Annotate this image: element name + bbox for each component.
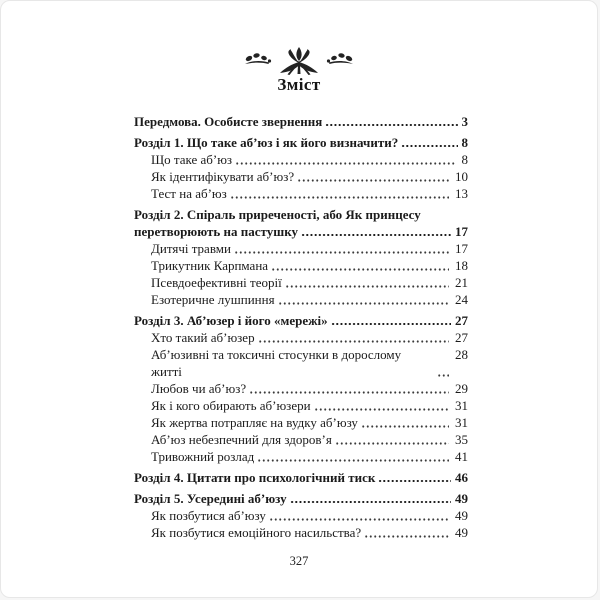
toc-entry-label: Тривожний розлад [151,449,255,464]
toc-entry-label: Хто такий аб’юзер [151,330,255,345]
toc-entry-page-number: 46 [455,470,468,485]
toc-entry-page-number: 41 [455,449,468,464]
toc-entry-label: Як і кого обирають аб’юзери [151,398,311,413]
page-title: Зміст [277,75,321,94]
toc-entry [134,185,468,202]
toc-entry-line [151,448,468,465]
dot-leader [234,240,449,257]
dot-leader [325,113,457,130]
toc-entry-page-number: 24 [455,292,468,307]
toc-entry [134,346,468,380]
dot-leader [249,380,449,397]
toc-entry-page-number: 17 [455,224,468,239]
toc-entry [134,291,468,308]
toc-entry-label: Тест на аб’юз [151,186,227,201]
toc-entry-page-number: 13 [455,186,468,201]
dot-leader [235,151,455,168]
toc-entry-line [151,185,468,202]
dot-leader [437,346,449,380]
dot-leader [378,469,451,486]
dot-leader [285,274,449,291]
toc-entry-label: Аб’юзивні та токсичні стосунки в дорослому житті [151,347,402,379]
toc-entry [134,380,468,397]
toc-entry-page-number: 31 [455,415,468,430]
toc-entry-label: Любов чи аб’юз? [151,381,247,396]
toc-entry-page-number: 8 [461,135,468,150]
toc-entry-label: Розділ 3. Аб’юзер і його «мережі» [134,313,328,328]
toc-entry-label: Трикутник Карпмана [151,258,269,273]
toc-entry [134,397,468,414]
dot-leader [331,312,451,329]
toc-entry-line [151,274,468,291]
toc-entry-label: Псевдоефективні теорії [151,275,282,290]
dot-leader [297,168,449,185]
dot-leader [301,223,451,240]
toc-entry [134,206,468,240]
toc-entry-label: Езотеричне лушпиння [151,292,275,307]
toc-entry-page-number: 21 [455,275,468,290]
dot-leader [230,185,449,202]
toc-entry-line [134,223,468,240]
toc-entry-page-number: 8 [461,152,468,167]
dot-leader [258,329,449,346]
toc-entry-label: Як позбутися емоційного насильства? [151,525,362,540]
toc-entry-page-number: 28 [455,347,468,362]
toc-entry-line [151,291,468,308]
toc-entry [134,113,468,130]
toc-entry [134,257,468,274]
toc-entry-label: Розділ 5. Усередині аб’юзу [134,491,287,506]
toc-entry-line [134,312,468,329]
table-of-contents [134,113,468,541]
toc-entry-line [151,380,468,397]
toc-entry-page-number: 49 [455,525,468,540]
toc-entry-line [151,240,468,257]
toc-entry [134,448,468,465]
toc-entry-page-number: 31 [455,398,468,413]
dot-leader [335,431,449,448]
toc-entry [134,431,468,448]
toc-entry-label: Як жертва потрапляє на вудку аб’юзу [151,415,358,430]
toc-entry-line [151,346,468,380]
toc-entry-line [134,134,468,151]
toc-entry-page-number: 27 [455,330,468,345]
toc-entry-label: Передмова. Особисте звернення [134,114,323,129]
toc-entry-line [151,151,468,168]
toc-entry-label: перетворюють на пастушку [134,224,299,239]
toc-entry-page-number: 49 [455,491,468,506]
toc-entry [134,312,468,329]
toc-entry-wrap-line [134,206,468,223]
toc-entry-page-number: 29 [455,381,468,396]
toc-entry [134,414,468,431]
toc-entry [134,329,468,346]
toc-entry-line [151,397,468,414]
toc-entry-line [134,469,468,486]
dot-leader [361,414,449,431]
toc-entry-label: Як позбутися аб’юзу [151,508,266,523]
toc-entry-label: Дитячі травми [151,241,231,256]
toc-entry-line [151,507,468,524]
toc-entry [134,274,468,291]
dot-leader [290,490,451,507]
dot-leader [314,397,449,414]
toc-entry-label: Розділ 4. Цитати про психологічний тиск [134,470,376,485]
toc-entry [134,524,468,541]
toc-entry-label: Аб’юз небезпечний для здоров’я [151,432,332,447]
toc-entry-label: Розділ 2. Спіраль приреченості, або Як принцесу [134,207,421,222]
footer-page-number: 327 [289,554,309,568]
toc-entry-page-number: 10 [455,169,468,184]
toc-entry-page-number: 35 [455,432,468,447]
toc-entry [134,151,468,168]
toc-entry-page-number: 3 [461,114,468,129]
toc-entry-line [134,113,468,130]
toc-entry-label: Що таке аб’юз [151,152,233,167]
toc-entry-page-number: 18 [455,258,468,273]
toc-entry [134,507,468,524]
toc-entry [134,490,468,507]
toc-entry [134,240,468,257]
toc-entry [134,168,468,185]
toc-entry-line [151,431,468,448]
dot-leader [278,291,449,308]
toc-entry-page-number: 17 [455,241,468,256]
dot-leader [257,448,449,465]
toc-entry-line [151,168,468,185]
dot-leader [271,257,449,274]
toc-entry [134,469,468,486]
toc-entry-line [151,329,468,346]
toc-entry-label: Як ідентифікувати аб’юз? [151,169,295,184]
toc-entry [134,134,468,151]
toc-entry-page-number: 27 [455,313,468,328]
toc-entry-page-number: 49 [455,508,468,523]
toc-entry-line [151,257,468,274]
toc-entry-line [151,414,468,431]
toc-entry-label: Розділ 1. Що таке аб’юз і як його визначити? [134,135,399,150]
dot-leader [364,524,449,541]
dot-leader [401,134,457,151]
toc-entry-line [134,490,468,507]
dot-leader [269,507,449,524]
toc-entry-line [151,524,468,541]
